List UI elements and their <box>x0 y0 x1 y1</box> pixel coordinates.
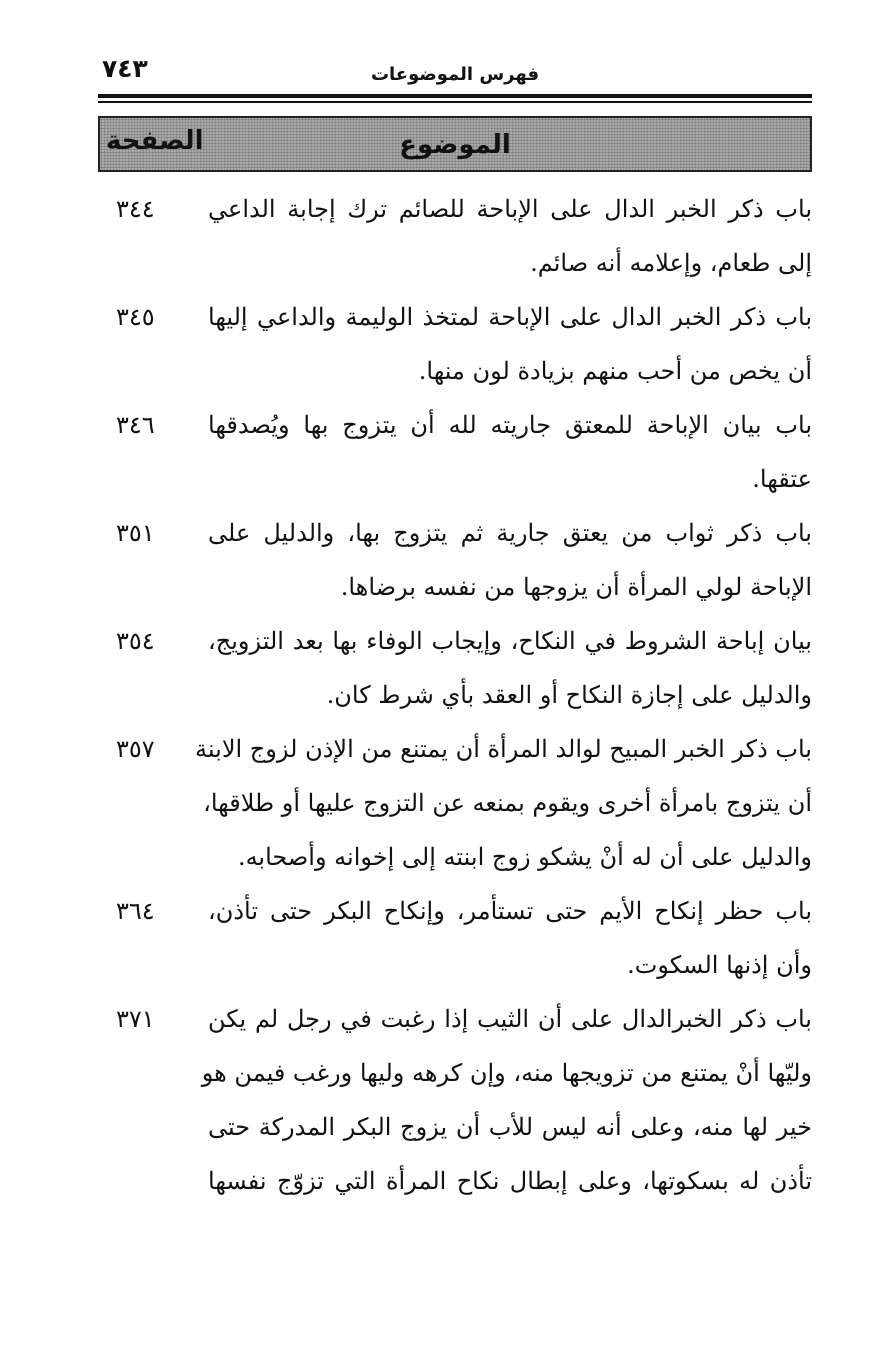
entry-line: وليّها أنْ يمتنع من تزويجها منه، وإن كرهه وليها ورغب فيمن هو <box>201 1059 812 1087</box>
entry-text <box>195 722 812 884</box>
index-entry <box>98 722 812 884</box>
entry-text <box>208 614 812 722</box>
entry-line: باب ذكر الخبر المبيح لوالد المرأة أن يمتنع من الإذن لزوج الابنة <box>195 735 812 763</box>
index-entry <box>98 992 812 1208</box>
entry-page-number: ٣٤٦ <box>116 411 155 439</box>
index-entry <box>98 884 812 992</box>
entry-page-number: ٣٥٧ <box>116 735 155 763</box>
entry-line: تأذن له بسكوتها، وعلى إبطال نكاح المرأة التي تزوّج نفسها <box>208 1167 812 1195</box>
page-number: ٧٤٣ <box>102 54 148 83</box>
entry-line: إلى طعام، وإعلامه أنه صائم. <box>530 249 812 277</box>
entry-line: باب ذكر الخبرالدال على أن الثيب إذا رغبت في رجل لم يكن <box>208 1005 812 1033</box>
entry-line: الإباحة لولي المرأة أن يزوجها من نفسه برضاها. <box>340 573 812 601</box>
index-entries <box>98 182 812 1208</box>
entry-line: عتقها. <box>752 465 812 493</box>
entry-line: والدليل على إجازة النكاح أو العقد بأي شرط كان. <box>326 681 812 709</box>
entry-line: وأن إذنها السكوت. <box>627 951 812 979</box>
entry-page-number: ٣٥٤ <box>116 627 155 655</box>
header-rule-thin <box>98 101 812 103</box>
entry-line: باب بيان الإباحة للمعتق جاريته لله أن يتزوج بها ويُصدقها <box>208 411 812 439</box>
entry-text <box>208 398 812 506</box>
table-header-bar <box>98 116 812 172</box>
running-head-title: فهرس الموضوعات <box>370 64 540 85</box>
entry-text <box>208 182 812 290</box>
entry-line: بيان إباحة الشروط في النكاح، وإيجاب الوفاء بها بعد التزويج، <box>208 627 812 655</box>
entry-page-number: ٣٤٥ <box>116 303 155 331</box>
entry-line: باب ذكر ثواب من يعتق جارية ثم يتزوج بها، والدليل على <box>208 519 812 547</box>
entry-text <box>208 884 812 992</box>
index-entry <box>98 182 812 290</box>
running-head <box>98 52 812 98</box>
topic-column-label: الموضوع <box>399 130 511 160</box>
entry-text <box>201 992 812 1208</box>
index-entry <box>98 614 812 722</box>
index-entry <box>98 506 812 614</box>
index-entry <box>98 398 812 506</box>
header-rule-thick <box>98 94 812 98</box>
entry-text <box>208 290 812 398</box>
entry-line: أن يتزوج بامرأة أخرى ويقوم بمنعه عن التزوج عليها أو طلاقها، <box>203 789 812 817</box>
entry-line: والدليل على أن له أنْ يشكو زوج ابنته إلى إخوانه وأصحابه. <box>237 843 812 871</box>
entry-line: باب حظر إنكاح الأيم حتى تستأمر، وإنكاح البكر حتى تأذن، <box>208 897 813 925</box>
entry-line: باب ذكر الخبر الدال على الإباحة للصائم ترك إجابة الداعي <box>208 195 813 223</box>
index-entry <box>98 290 812 398</box>
entry-line: باب ذكر الخبر الدال على الإباحة لمتخذ الوليمة والداعي إليها <box>208 303 812 331</box>
entry-line: خير لها منه، وعلى أنه ليس للأب أن يزوج البكر المدركة حتى <box>208 1113 812 1141</box>
entry-page-number: ٣٦٤ <box>116 897 155 925</box>
entry-page-number: ٣٥١ <box>116 519 155 547</box>
entry-text <box>208 506 812 614</box>
entry-page-number: ٣٤٤ <box>116 195 155 223</box>
entry-line: أن يخص من أحب منهم بزيادة لون منها. <box>418 357 812 385</box>
entry-page-number: ٣٧١ <box>116 1005 155 1033</box>
page-column-label: الصفحة <box>106 126 204 156</box>
